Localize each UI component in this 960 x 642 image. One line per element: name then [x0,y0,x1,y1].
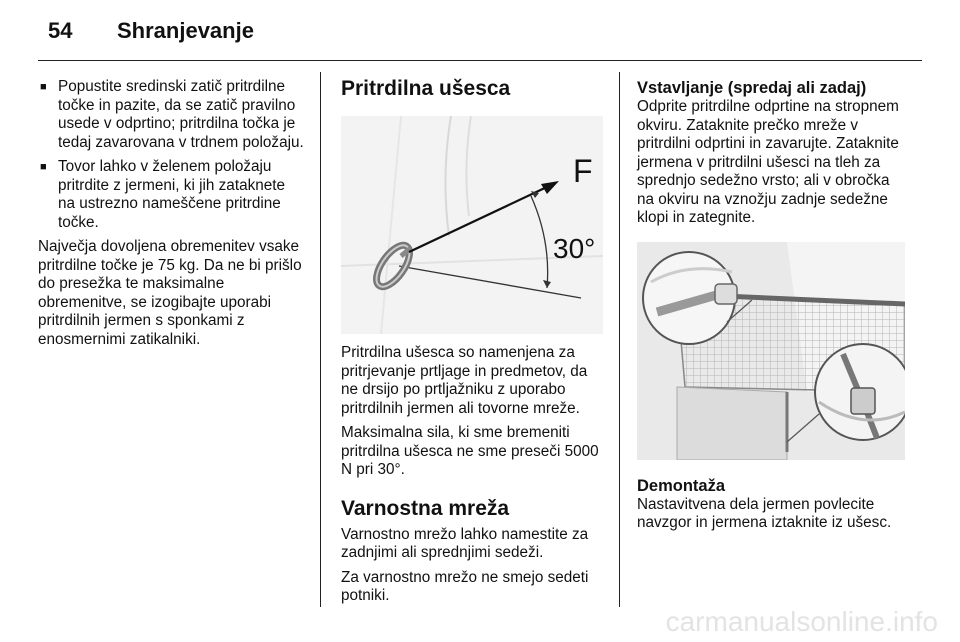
angle-label: 30° [553,233,596,264]
page-header [0,0,960,62]
watermark: carmanualsonline.info [665,606,938,637]
column-right [637,72,905,533]
list-item-text: Popustite sredinski zatič pritrdilne točke in pazite, da se zatič pravilno usede v odprtino; pritrdilna točka je tedaj zavarovana v trdnem položaju. [58,78,304,151]
safety-net-illustration [637,242,905,460]
section-heading-removal: Demontaža [637,476,726,495]
bullet-list [38,78,306,232]
removal-paragraph: Nastavitvena dela jermen povlecite navzgor in jermena iztaknite iz ušesc. [637,495,892,531]
list-item-text: Tovor lahko v želenem položaju pritrdite z jermeni, ki jih zataknete na ustrezno nameščene pritrdine točke. [58,158,285,231]
force-label: F [573,153,593,189]
installation-paragraph: Odprite pritrdilne odprtine na stropnem okviru. Zataknite prečko mreže v pritrdilni odprtini in zavarujte. Zataknite jermena v pritrdilni ušesci na tleh za sprednjo sedežno vrsto; ali v obročka na okviru na vznožju zadnje sedežne klopi in zategnite. [637,98,899,226]
safety-net-paragraph: Varnostno mrežo lahko namestite za zadnjimi ali sprednjimi sedeži. [341,525,589,561]
list-item [38,78,306,152]
page-number: 54 [48,18,73,43]
header-rule [38,60,922,61]
max-force-paragraph: Maksimalna sila, ki sme bremeniti pritrdilna ušesca ne sme preseči 5000 N pri 30°. [341,424,599,478]
safety-net-diagram [637,242,905,460]
column-divider [320,72,321,607]
tie-down-eye-paragraph: Pritrdilna ušesca so namenjena za pritrjevanje prtljage in predmetov, da ne drsijo po prtljažniku z uporabo pritrdilnih jermen ali tovorne mreže. [341,344,588,417]
bullet-icon: ■ [40,161,47,173]
section-heading-safety-net: Varnostna mreža [341,496,510,520]
tie-down-eye-illustration [341,116,603,334]
column-middle [341,72,603,606]
list-item [38,158,306,232]
chapter-title: Shranjevanje [117,18,254,43]
section-heading-installation: Vstavljanje (spredaj ali zadaj) [637,79,867,97]
section-heading-tie-down-eyes: Pritrdilna ušesca [341,77,511,100]
tie-down-eye-diagram [341,116,603,334]
bullet-icon: ■ [40,81,47,93]
safety-net-warning: Za varnostno mrežo ne smejo sedeti potniki. [341,568,589,604]
load-limit-paragraph: Največja dovoljena obremenitev vsake pritrdilne točke je 75 kg. Da ne bi prišlo do presežka te maksimalne obremenitve, se izogibajte uporabi pritrdilnih jermen s sponkami z enosmernimi zatikalniki. [38,238,302,348]
column-divider [619,72,620,607]
column-left [38,72,306,349]
